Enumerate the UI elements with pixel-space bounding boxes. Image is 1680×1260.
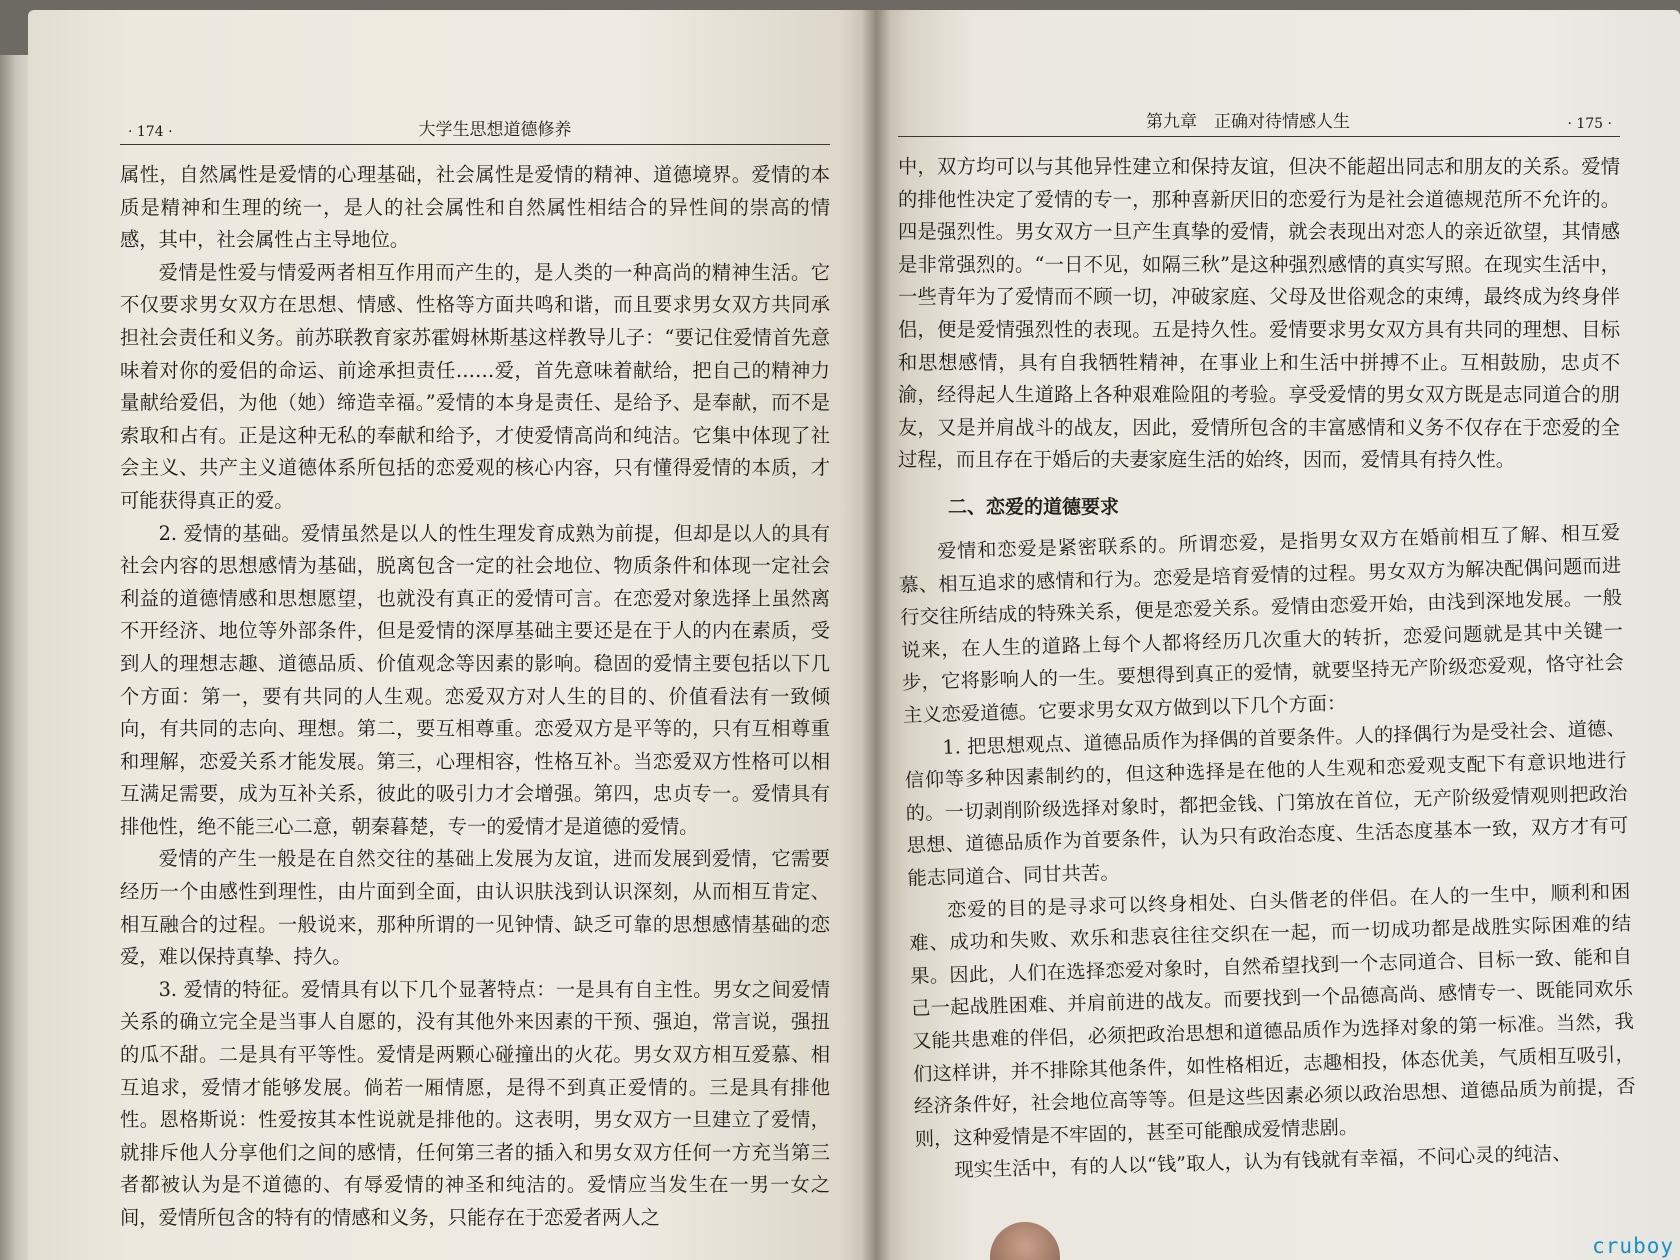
paragraph: 现实生活中，有的人以“钱”取人，认为有钱就有幸福，不问心灵的纯洁、: [953, 1141, 1572, 1182]
paragraph: 1. 把思想观点、道德品质作为择偶的首要条件。人的择偶行为是受社会、道德、信仰等多种因素制约的，但这种选择是在他的人生观和恋爱观支配下有意识地进行的。一切剥削阶级选择对象时，都把金钱、门第放在首位，无产阶级爱情观则把政治思想、道德品质作为首要条件，认为只有政治态度、生活态度基本一致，双方才有可能志同道合、同甘共苦。: [904, 716, 1629, 890]
left-body-text: [120, 159, 830, 1235]
paragraph: 3. 爱情的特征。爱情具有以下几个显著特点：一是具有自主性。男女之间爱情关系的确立完全是当事人自愿的，没有其他外来因素的干预、强迫，常言说，强扭的瓜不甜。二是具有平等性。爱情是两颗心碰撞出的火花。男女双方相互爱慕、相互追求，爱情才能够发展。倘若一厢情愿，是得不到真正爱情的。三是具有排他性。恩格斯说：性爱按其本性说就是排他的。这表明，男女双方一旦建立了爱情，就排斥他人分享他们之间的感情，任何第三者的插入和男女双方任何一方充当第三者都被认为是不道德的、有辱爱情的神圣和纯洁的。爱情应当发生在一男一女之间，爱情所包含的特有的情感和义务，只能存在于恋爱者两人之: [120, 977, 830, 1229]
right-running-head: [898, 102, 1620, 137]
left-page-number: · 174 ·: [128, 124, 173, 140]
section-heading: 二、恋爱的道德要求: [948, 495, 1120, 518]
right-page-number: · 175 ·: [1567, 116, 1612, 132]
right-body-text: [898, 151, 1636, 1189]
left-running-head: [120, 110, 830, 145]
paragraph: 爱情是性爱与情爱两者相互作用而产生的，是人类的一种高尚的精神生活。它不仅要求男女双方在思想、情感、性格等方面共鸣和谐，而且要求男女双方共同承担社会责任和义务。前苏联教育家苏霍姆林斯基这样教导儿子：“要记住爱情首先意味着对你的爱侣的命运、前途承担责任……爱，首先意味着献给，把自己的精神力量献给爱侣，为他（她）缔造幸福。”爱情的本身是责任、是给予、是奉献，而不是索取和占有。正是这种无私的奉献和给予，才使爱情高尚和纯洁。它集中体现了社会主义、共产主义道德体系所包括的恋爱观的核心内容，只有懂得爱情的本质，才可能获得真正的爱。: [120, 260, 830, 512]
left-page: [28, 10, 876, 1260]
skewed-text-block: [898, 517, 1638, 1189]
watermark: cruboy: [1592, 1234, 1674, 1258]
paragraph: 恋爱的目的是寻求可以终身相处、白头偕老的伴侣。在人的一生中，顺利和困难、成功和失败、欢乐和悲哀往往交织在一起，而一切成功都是战胜实际困难的结果。因此，人们在选择恋爱对象时，自然希望找到一个志同道合、目标一致、能和自己一起战胜困难、并肩前进的战友。而要找到一个品德高尚、感情专一、既能同欢乐又能共患难的伴侣，必须把政治思想和道德品质作为选择对象的第一标准。当然，我们这样讲，并不排除其他条件，如性格相近，志趣相投，体态优美，气质相互吸引，经济条件好，社会地位高等等。但是这些因素必须以政治思想、道德品质为前提，否则，这种爱情是不牢固的，甚至可能酿成爱情悲剧。: [909, 879, 1636, 1151]
left-running-title: 大学生思想道德修养: [418, 120, 572, 140]
right-running-title: 第九章 正确对待情感人生: [1146, 112, 1350, 132]
paragraph: 爱情和恋爱是紧密联系的。所谓恋爱，是指男女双方在婚前相互了解、相互爱慕、相互追求的感情和行为。恋爱是培育爱情的过程。男女双方为解决配偶问题而进行交往所结成的特殊关系，便是恋爱关系。爱情由恋爱开始，由浅到深地发展。一般说来，在人生的道路上每个人都将经历几次重大的转折，恋爱问题就是其中关键一步，它将影响人的一生。要想得到真正的爱情，就要坚持无产阶级恋爱观，恪守社会主义恋爱道德。它要求男女双方做到以下几个方面：: [899, 520, 1625, 727]
book-gutter: [862, 10, 890, 1260]
paragraph: 属性，自然属性是爱情的心理基础，社会属性是爱情的精神、道德境界。爱情的本质是精神和生理的统一，是人的社会属性和自然属性相结合的异性间的崇高的情感，其中，社会属性占主导地位。: [120, 163, 830, 252]
right-page: [876, 10, 1680, 1260]
paragraph: 爱情的产生一般是在自然交往的基础上发展为友谊，进而发展到爱情，它需要经历一个由感性到理性，由片面到全面，由认识肤浅到认识深刻，从而相互肯定、相互融合的过程。一般说来，那种所谓的一见钟情、缺乏可靠的思想感情基础的恋爱，难以保持真挚、持久。: [120, 847, 830, 969]
paragraph: 2. 爱情的基础。爱情虽然是以人的性生理发育成熟为前提，但却是以人的具有社会内容的思想感情为基础，脱离包含一定的社会地位、物质条件和体现一定社会利益的道德情感和思想愿望，也就没有真正的爱情可言。在恋爱对象选择上虽然离不开经济、地位等外部条件，但是爱情的深厚基础主要还是在于人的内在素质，受到人的理想志趣、道德品质、价值观念等因素的影响。稳固的爱情主要包括以下几个方面：第一，要有共同的人生观。恋爱双方对人生的目的、价值看法有一致倾向，有共同的志向、理想。第二，要互相尊重。恋爱双方是平等的，只有互相尊重和理解，恋爱关系才能发展。第三，心理相容，性格互补。当恋爱双方性格可以相互满足需要，成为互补关系，彼此的吸引力才会增强。第四，忠贞专一。爱情具有排他性，绝不能三心二意，朝秦暮楚，专一的爱情才是道德的爱情。: [120, 521, 830, 838]
paragraph: 中，双方均可以与其他异性建立和保持友谊，但决不能超出同志和朋友的关系。爱情的排他性决定了爱情的专一，那种喜新厌旧的恋爱行为是社会道德规范所不允许的。四是强烈性。男女双方一旦产生真挚的爱情，就会表现出对恋人的亲近欲望，其情感是非常强烈的。“一日不见，如隔三秋”是这种强烈感情的真实写照。在现实生活中，一些青年为了爱情而不顾一切，冲破家庭、父母及世俗观念的束缚，最终成为终身伴侣，便是爱情强烈性的表现。五是持久性。爱情要求男女双方具有共同的理想、目标和思想感情，具有自我牺牲精神，在事业上和生活中拼搏不止。互相鼓励，忠贞不渝，经得起人生道路上各种艰难险阻的考验。享受爱情的男女双方既是志同道合的朋友，又是并肩战斗的战友，因此，爱情所包含的丰富感情和义务不仅存在于恋爱的全过程，而且存在于婚后的夫妻家庭生活的始终，因而，爱情具有持久性。: [898, 155, 1620, 472]
